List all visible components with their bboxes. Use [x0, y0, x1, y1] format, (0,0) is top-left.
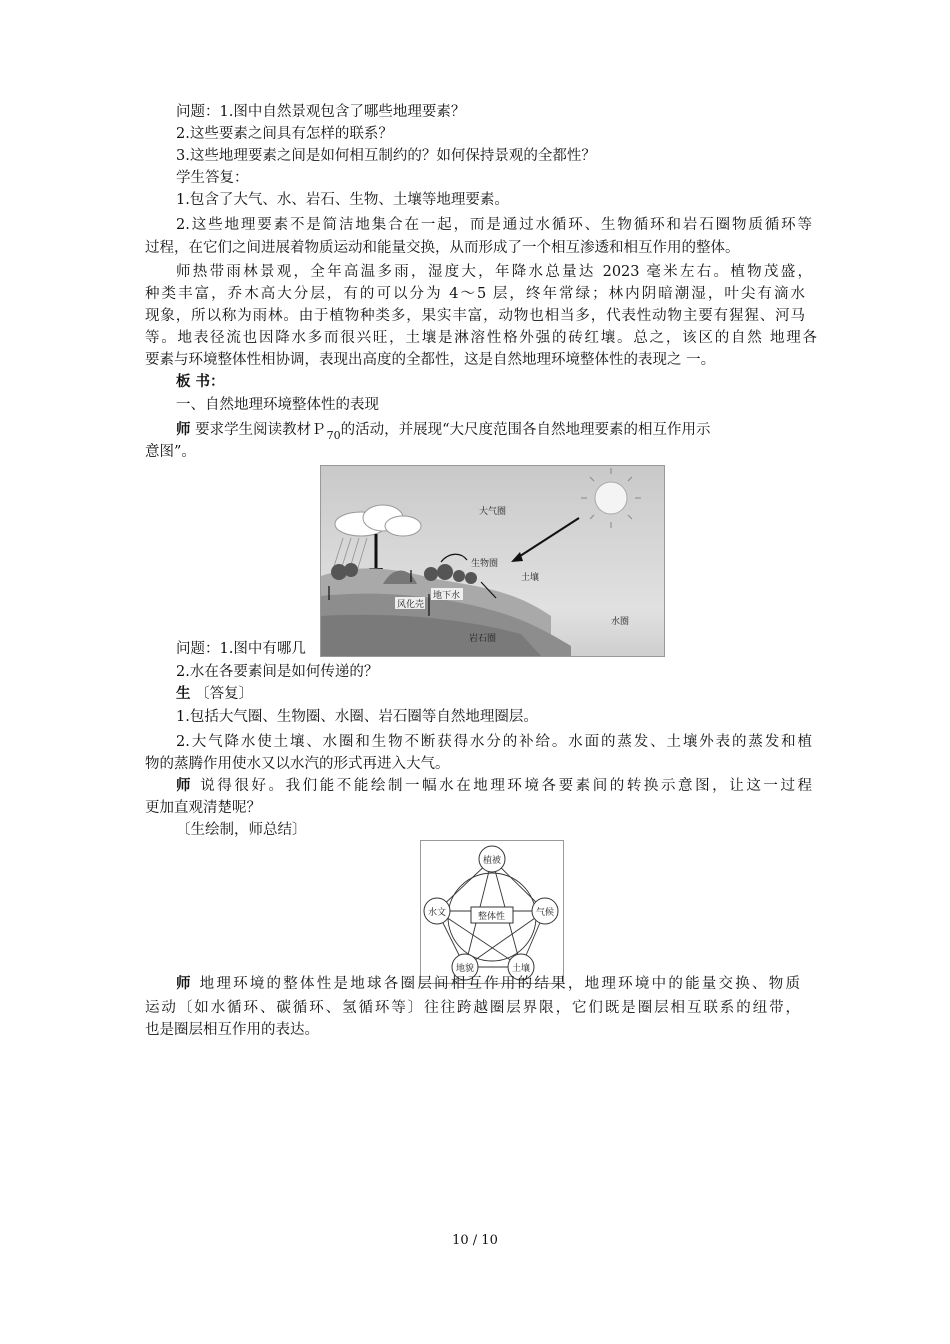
label-groundwater: 地下水 [433, 591, 461, 601]
figure-question-2: 2.水在各要素间是如何传递的？ [176, 664, 379, 680]
teacher-comment-line-2: 更加直观清楚呢？ [145, 800, 261, 816]
teacher-instruction-line-2: 意图”。 [145, 444, 196, 460]
water-cycle-element-diagram [420, 840, 564, 984]
summary-line-1: 师 地理环境的整体性是地球各圈层间相互作用的结果，地理环境中的能量交换、物质 [176, 976, 801, 992]
label-hydrosphere: 水圈 [611, 617, 630, 627]
answer-1: 1.包含了大气、水、岩石、生物、土壤等地理要素。 [176, 192, 509, 208]
summary-line-2: 运动〔如水循环、碳循环、氢循环等〕往往跨越圈层界限，它们既是圈层相互联系的纽带， [145, 1000, 800, 1016]
label-landform: 地貌 [456, 964, 475, 974]
reply-2-line-1: 2.大气降水使土壤、水圈和生物不断获得水分的补给。水面的蒸发、土壤外表的蒸发和植 [176, 734, 812, 750]
student-draws-note: 〔生绘制，师总结〕 [176, 822, 307, 838]
speaker-teacher: 师 [176, 778, 194, 794]
question-2: 2.这些要素之间具有怎样的联系？ [176, 126, 393, 142]
label-integrity: 整体性 [478, 912, 506, 922]
reply-1: 1.包括大气圈、生物圈、水圈、岩石圈等自然地理圈层。 [176, 709, 538, 725]
rainforest-paragraph-line-2: 种类丰富，乔木高大分层，有的可以分为 4～5 层，终年常绿；林内阴暗潮湿，叶尖有滴水 [145, 286, 805, 302]
blackboard-heading: 板 书： [176, 374, 225, 390]
rainforest-paragraph-line-3: 现象，所以称为雨林。由于植物种类多，果实丰富，动物也相当多，代表性动物主要有猩猩、河马 [145, 308, 805, 324]
speaker-teacher: 师 [176, 422, 191, 438]
label-climate: 气候 [536, 908, 555, 918]
answer-2-line-1: 2.这些地理要素不是简洁地集合在一起，而是通过水循环、生物循环和岩石圈物质循环等 [176, 217, 812, 233]
earth-spheres-diagram [320, 465, 665, 657]
rainforest-paragraph-line-4: 等。地表径流也因降水多而很兴旺，土壤是淋溶性格外强的砖红壤。总之，该区的自然 地理各 [145, 330, 817, 346]
question-3: 3.这些地理要素之间是如何相互制约的？如何保持景观的全都性？ [176, 148, 596, 164]
figure-question-1: 问题：1.图中有哪几 [176, 641, 306, 657]
label-vegetation: 植被 [483, 856, 502, 866]
student-answer-heading: 学生答复： [176, 170, 249, 186]
label-lithosphere: 岩石圈 [469, 634, 497, 644]
question-1: 问题：1.图中自然景观包含了哪些地理要素？ [176, 104, 466, 120]
teacher-instruction-line-1: 师 要求学生阅读教材Ｐ$_{70}$的活动，并展现“大尺度范围各自然地理要素的相互作用示 [176, 422, 711, 442]
reply-2-line-2: 物的蒸腾作用使水又以水汽的形式再进入大气。 [145, 756, 450, 772]
page-number: 10 / 10 [452, 1233, 498, 1248]
speaker-student: 生 [176, 686, 191, 702]
label-soil: 土壤 [512, 964, 531, 974]
label-biosphere: 生物圈 [471, 559, 499, 569]
summary-line-3: 也是圈层相互作用的表达。 [145, 1022, 319, 1038]
teacher-comment-line-1: 师 说得很好。我们能不能绘制一幅水在地理环境各要素间的转换示意图，让这一过程 [176, 778, 813, 794]
label-weathering-crust: 风化壳 [397, 600, 425, 610]
label-atmosphere: 大气圈 [479, 507, 507, 517]
rainforest-paragraph-line-1: 师热带雨林景观，全年高温多雨，湿度大，年降水总量达 2023 毫米左右。植物茂盛， [176, 264, 812, 280]
rainforest-paragraph-line-5: 要素与环境整体性相协调，表现出高度的全都性，这是自然地理环境整体性的表现之 一。 [145, 352, 716, 368]
section-title: 一、自然地理环境整体性的表现 [176, 397, 379, 413]
label-hydrology: 水文 [428, 908, 447, 918]
answer-2-line-2: 过程，在它们之间进展着物质运动和能量交换，从而形成了一个相互渗透和相互作用的整体。 [145, 240, 740, 256]
speaker-teacher: 师 [176, 976, 193, 992]
label-soil: 土壤 [521, 573, 540, 583]
student-reply-heading: 生 〔答复〕 [176, 686, 254, 702]
